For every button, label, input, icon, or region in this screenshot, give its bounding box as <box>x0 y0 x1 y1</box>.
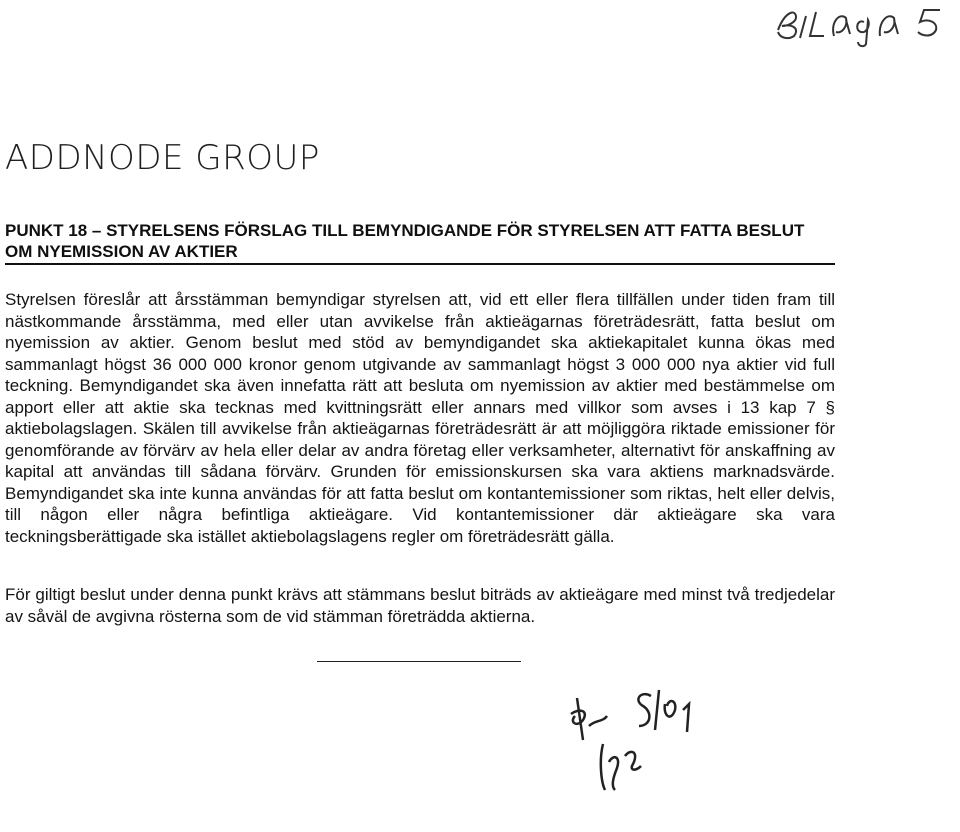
heading-divider <box>5 263 835 265</box>
signature-line <box>317 661 521 662</box>
handwritten-signature <box>555 670 715 800</box>
body-paragraph-1: Styrelsen föreslår att årsstämman bemyndigar styrelsen att, vid ett eller flera tillfällen under tiden fram till nästkommande årsstämma, med eller utan avvikelse från aktieägarnas företrädesrätt, fatta beslut om nyemission av aktier. Genom beslut med stöd av bemyndigandet ska aktiekapitalet kunna ökas med sammanlagt högst 36 000 000 kronor genom utgivande av sammanlagt högst 3 000 000 nya aktier vid full teckning. Bemyndigandet ska även innefatta rätt att besluta om nyemission av aktier med bestämmelse om apport eller att aktie ska tecknas med kvittningsrätt eller annars med villkor som avses i 13 kap 7 § aktiebolagslagen. Skälen till avvikelse från aktieägarnas företrädesrätt är att möjliggöra riktade emissioner för genomförande av förvärv av hela eller delar av andra företag eller verksamheter, alternativt för anskaffning av kapital att användas till sådana förvärv. Grunden för emissionskursen ska vara aktiens marknadsvärde. Bemyndigandet ska inte kunna användas för att fatta beslut om kontantemissioner som riktas, helt eller delvis, till någon eller några befintliga aktieägare. Vid kontantemissioner där aktieägare ska vara teckningsberättigade ska istället aktiebolagslagens regler om företrädesrätt gälla. <box>5 290 835 546</box>
section-heading: PUNKT 18 – STYRELSENS FÖRSLAG TILL BEMYNDIGANDE FÖR STYRELSEN ATT FATTA BESLUT OM NYEMISSION AV AKTIER <box>5 221 805 261</box>
handwritten-annotation <box>760 0 960 48</box>
company-logo: ADDNODE GROUP <box>5 138 320 178</box>
body-paragraph-2: För giltigt beslut under denna punkt krävs att stämmans beslut biträds av aktieägare med minst två tredjedelar av såväl de avgivna rösterna som de vid stämman företrädda aktierna. <box>5 585 835 626</box>
